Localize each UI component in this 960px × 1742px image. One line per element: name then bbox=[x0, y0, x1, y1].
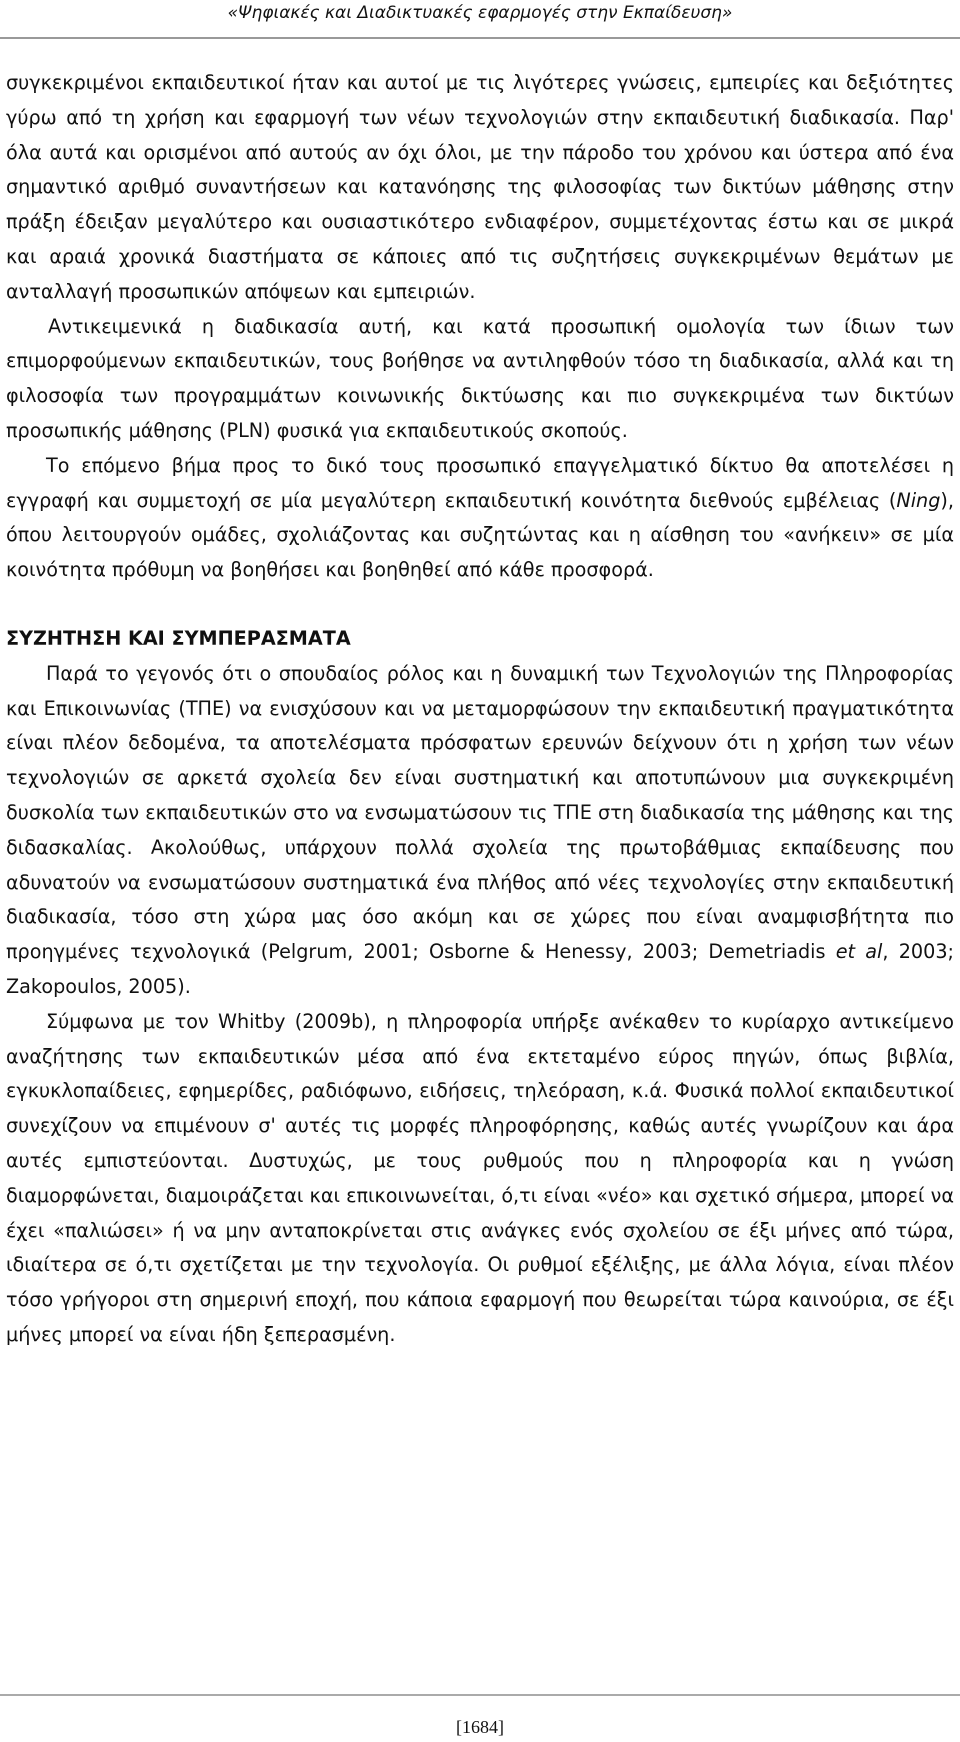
paragraph-3-text-end: ), όπου λειτουργούν ομάδες, σχολιάζοντας και συζητώντας και η αίσθηση του «ανήκειν» σε μία κοινότητα πρόθυμη να βοηθήσει και βοηθηθεί από κάθε προσφορά. bbox=[6, 488, 954, 582]
ning-italic: Ning bbox=[896, 488, 941, 512]
et-al-italic: et al bbox=[835, 940, 883, 964]
running-header: «Ψηφιακές και Διαδικτυακές εφαρμογές στην Εκπαίδευση» bbox=[227, 3, 733, 23]
section-spacer bbox=[6, 588, 954, 622]
page-number: [1684] bbox=[456, 1717, 504, 1737]
paragraph-2: Αντικειμενικά η διαδικασία αυτή, και κατά προσωπική ομολογία των ίδιων των επιμορφούμενων εκπαιδευτικών, τους βοήθησε να αντιληφθούν τόσο τη διαδικασία, αλλά και τη φιλοσοφία των προγραμμάτων κοινωνικής δικτύωσης και πιο συγκεκριμένα των δικτύων προσωπικής μάθησης (PLN) φυσικά για εκπαιδευτικούς σκοπούς. bbox=[6, 314, 954, 442]
document-body bbox=[6, 66, 954, 1353]
section-heading: ΣΥΖΗΤΗΣΗ ΚΑΙ ΣΥΜΠΕΡΑΣΜΑΤΑ bbox=[6, 626, 351, 650]
paragraph-1: συγκεκριμένοι εκπαιδευτικοί ήταν και αυτοί με τις λιγότερες γνώσεις, εμπειρίες και δεξιότητες γύρω από τη χρήση και εφαρμογή των νέων τεχνολογιών στην εκπαιδευτική διαδικασία. Παρ' όλα αυτά και ορισμένοι από αυτούς αν όχι όλοι, με την πάροδο του χρόνου και ύστερα από ένα σημαντικό αριθμό συναντήσεων και κατανόησης της φιλοσοφίας των δικτύων μάθησης στην πράξη έδειξαν μεγαλύτερο και ουσιαστικότερο ενδιαφέρον, συμμετέχοντας έστω και σε μικρά και αραιά χρονικά διαστήματα σε κάποιες από τις συζητήσεις συγκεκριμένων θεμάτων με ανταλλαγή προσωπικών απόψεων και εμπειριών. bbox=[6, 71, 954, 303]
paragraph-3-text-start: Το επόμενο βήμα προς το δικό τους προσωπικό επαγγελματικό δίκτυο θα αποτελέσει η εγγραφή και συμμετοχή σε μία μεγαλύτερη εκπαιδευτική κοινότητα διεθνούς εμβέλειας ( bbox=[6, 453, 954, 512]
header-divider bbox=[0, 37, 960, 39]
paragraph-4-text-start: Παρά το γεγονός ότι ο σπουδαίος ρόλος και η δυναμική των Τεχνολογιών της Πληροφορίας και Επικοινωνίας (ΤΠΕ) να ενισχύσουν και να μεταμορφώσουν την εκπαιδευτική πραγματικότητα είναι πλέον δεδομένα, τα αποτελέσματα πρόσφατων ερευνών δείχνουν ότι η χρήση των νέων τεχνολογιών σε αρκετά σχολεία δεν είναι συστηματική και αποτυπώνουν μια συγκεκριμένη δυσκολία των εκπαιδευτικών στο να ενσωματώσουν τις ΤΠΕ στη διαδικασία της μάθησης και της διδασκαλίας. Ακολούθως, υπάρχουν πολλά σχολεία της πρωτοβάθμιας εκπαίδευσης που αδυνατούν να ενσωματώσουν συστηματικά ένα πλήθος από νέες τεχνολογίες στην εκπαιδευτική διαδικασία, τόσο στη χώρα μας όσο ακόμη και σε χώρες που είναι αναμφισβήτητα πιο προηγμένες τεχνολογικά (Pelgrum, 2001; Osborne & Henessy, 2003; Demetriadis bbox=[6, 661, 954, 964]
paragraph-4 bbox=[6, 657, 954, 1005]
paragraph-4-text-end: , 2003; Zakopoulos, 2005). bbox=[6, 940, 955, 998]
footer-divider bbox=[0, 1694, 960, 1696]
paragraph-3 bbox=[6, 449, 954, 588]
paragraph-5: Σύμφωνα με τον Whitby (2009b), η πληροφορία υπήρξε ανέκαθεν το κυρίαρχο αντικείμενο αναζήτησης των εκπαιδευτικών μέσα από ένα εκτεταμένο εύρος πηγών, όπως βιβλία, εγκυκλοπαίδειες, εφημερίδες, ραδιόφωνο, ειδήσεις, τηλεόραση, κ.ά. Φυσικά πολλοί εκπαιδευτικοί συνεχίζουν να επιμένουν σ' αυτές τις μορφές πληροφόρησης, καθώς αυτές γνωρίζουν και άρα αυτές εμπιστεύονται. Δυστυχώς, με τους ρυθμούς που η πληροφορία και η γνώση διαμορφώνεται, διαμοιράζεται και επικοινωνείται, ό,τι είναι «νέο» και σχετικό σήμερα, μπορεί να έχει «παλιώσει» ή να μην ανταποκρίνεται στις ανάγκες ενός σχολείου σε έξι μήνες από τώρα, ιδιαίτερα σε ό,τι σχετίζεται με την τεχνολογία. Οι ρυθμοί εξέλιξης, με άλλα λόγια, είναι πλέον τόσο γρήγοροι στη σημερινή εποχή, που κάποια εφαρμογή που θεωρείται τώρα καινούρια, σε έξι μήνες μπορεί να είναι ήδη ξεπερασμένη. bbox=[6, 1009, 954, 1346]
